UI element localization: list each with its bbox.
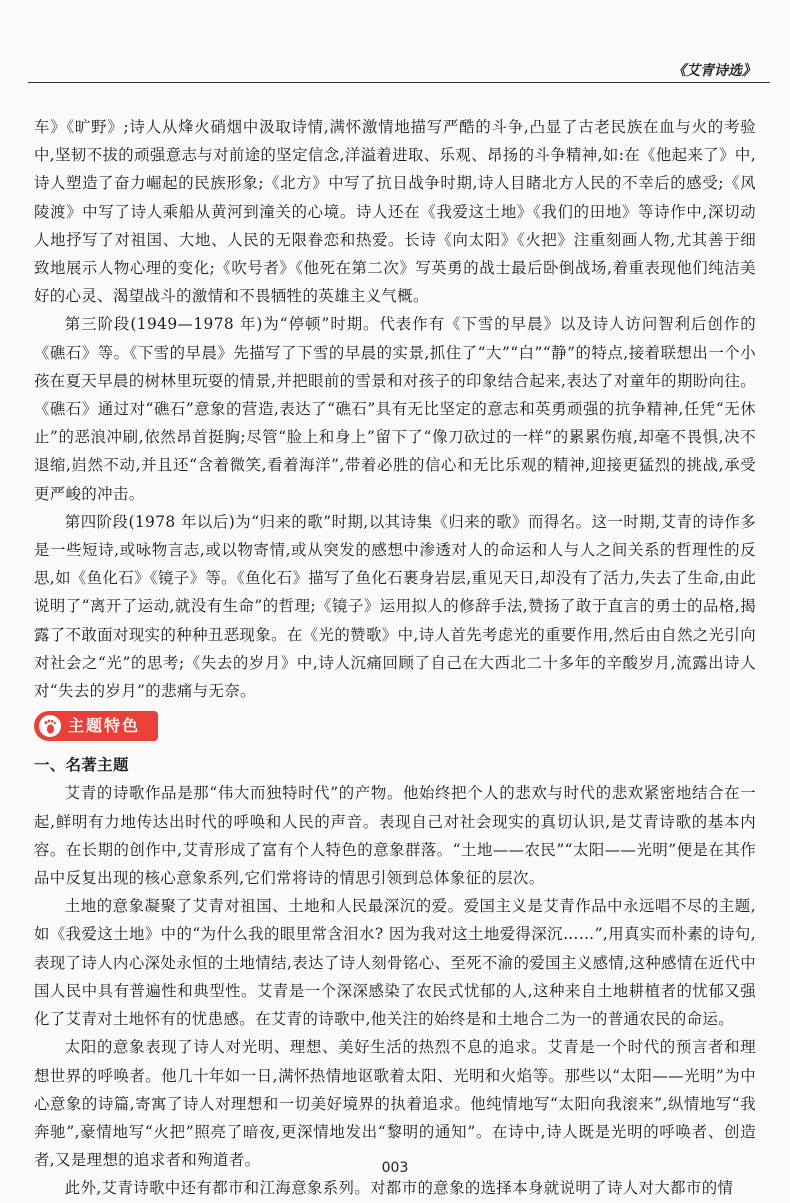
paragraph: 第四阶段(1978 年以后)为“归来的歌”时期,以其诗集《归来的歌》而得名。这一时期,艾青的诗作多是一些短诗,或咏物言志,或以物寄情,或从突发的感想中渗透对人的命运和人与人之间关系的哲理性的反思,如《鱼化石》《镜子》等。《鱼化石》描写了鱼化石裹身岩层,重见天日,却没有了活力,失去了生命,由此说明了“离开了运动,就没有生命”的哲理;《镜子》运用拟人的修辞手法,赞扬了敢于直言的勇士的品格,揭露了不敢面对现实的种种丑恶现象。在《光的赞歌》中,诗人首先考虑光的重要作用,然后由自然之光引向对社会之“光”的思考;《失去的岁月》中,诗人沉痛回顾了自己在大西北二十多年的辛酸岁月,流露出诗人对“失去的岁月”的悲痛与无奈。 <box>34 512 756 701</box>
section-title: 主题特色 <box>68 716 141 736</box>
paragraph: 第三阶段(1949—1978 年)为“停顿”时期。代表作有《下雪的早晨》以及诗人访问智利后创作的《礁石》等。《下雪的早晨》先描写了下雪的早晨的实景,抓住了“大”“白”“静”的特点,接着联想出一个小孩在夏天早晨的树林里玩耍的情景,并把眼前的雪景和对孩子的印象结合起来,表达了对童年的期盼向往。《礁石》通过对“礁石”意象的营造,表达了“礁石”具有无比坚定的意志和英勇顽强的抗争精神,任凭“无休止”的恶浪冲刷,依然昂首挺胸;尽管“脸上和身上”留下了“像刀砍过的一样”的累累伤痕,却毫不畏惧,决不退缩,岿然不动,并且还“含着微笑,看着海洋”,带着必胜的信心和无比乐观的精神,迎接更猛烈的挑战,承受更严峻的冲击。 <box>34 315 756 503</box>
section-heading-badge <box>34 711 158 741</box>
subheading: 一、名著主题 <box>34 756 129 775</box>
header-divider <box>28 82 770 83</box>
paragraph: 太阳的意象表现了诗人对光明、理想、美好生活的热烈不息的追求。艾青是一个时代的预言者和理想世界的呼唤者。他几十年如一日,满怀热情地讴歌着太阳、光明和火焰等。那些以“太阳——光明”为中心意象的诗篇,寄寓了诗人对理想和一切美好境界的执着追求。他纯情地写“太阳向我滚来”,纵情地写“我奔驰”,豪情地写“火把”照亮了暗夜,更深情地发出“黎明的通知”。在诗中,诗人既是光明的呼唤者、创造者,又是理想的追求者和殉道者。 <box>34 1038 756 1170</box>
paragraph: 此外,艾青诗歌中还有都市和江海意象系列。对都市的意象的选择本身就说明了诗人对大都市的情 <box>64 1179 734 1198</box>
footprint-icon <box>38 714 62 738</box>
page-body <box>34 113 756 1203</box>
paragraph: 土地的意象凝聚了艾青对祖国、土地和人民最深沉的爱。爱国主义是艾青作品中永远唱不尽的主题,如《我爱这土地》中的“为什么我的眼里常含泪水? 因为我对这土地爱得深沉……”,用真实而朴素的诗句,表现了诗人内心深处永恒的土地情结,表达了诗人刻骨铭心、至死不渝的爱国主义感情,这种感情在近代中国人民中具有普遍性和典型性。艾青是一个深深感染了农民式忧郁的人,这种来自土地耕植者的忧郁又强化了艾青对土地怀有的忧患感。在艾青的诗歌中,他关注的始终是和土地合二为一的普通农民的命运。 <box>34 897 756 1029</box>
book-title: 《艾青诗选》 <box>672 63 756 79</box>
page-number: 003 <box>381 1160 409 1176</box>
paragraph: 车》《旷野》;诗人从烽火硝烟中汲取诗情,满怀激情地描写严酷的斗争,凸显了古老民族在血与火的考验中,坚韧不拔的顽强意志与对前途的坚定信念,洋溢着进取、乐观、昂扬的斗争精神,如:在《他起来了》中,诗人塑造了奋力崛起的民族形象;《北方》中写了抗日战争时期,诗人目睹北方人民的不幸后的感受;《风陵渡》中写了诗人乘船从黄河到潼关的心境。诗人还在《我爱这土地》《我们的田地》等诗作中,深切动人地抒写了对祖国、大地、人民的无限眷恋和热爱。长诗《向太阳》《火把》注重刻画人物,尤其善于细致地展示人物心理的变化;《吹号者》《他死在第二次》写英勇的战士最后卧倒战场,着重表现他们纯洁美好的心灵、渴望战斗的激情和不畏牺牲的英雄主义气概。 <box>34 118 756 306</box>
paragraph: 艾青的诗歌作品是那“伟大而独特时代”的产物。他始终把个人的悲欢与时代的悲欢紧密地结合在一起,鲜明有力地传达出时代的呼唤和人民的声音。表现自己对社会现实的真切认识,是艾青诗歌的基本内容。在长期的创作中,艾青形成了富有个人特色的意象群落。“土地——农民”“太阳——光明”便是在其作品中反复出现的核心意象系列,它们常将诗的情思引领到总体象征的层次。 <box>34 784 756 888</box>
